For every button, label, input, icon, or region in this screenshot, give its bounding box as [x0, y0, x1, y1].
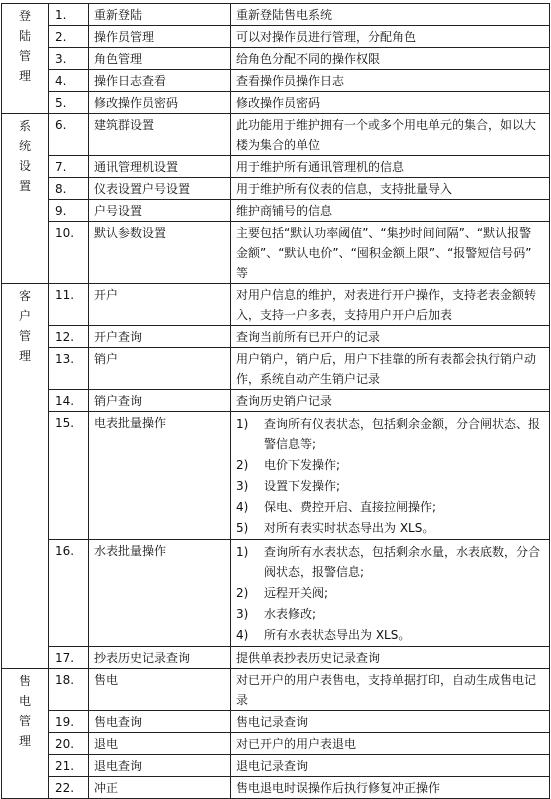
function-description: [231, 200, 550, 222]
function-name: 退电: [89, 733, 231, 755]
function-name: 退电查询: [89, 755, 231, 777]
table-row: [2, 390, 550, 412]
operation-list: [236, 542, 544, 645]
description-line: 金额”、“默认电价”、“囤积金额上限”、“报警短信号码”: [236, 246, 532, 260]
function-name: 水表批量操作: [89, 540, 231, 647]
function-description: [231, 647, 550, 669]
list-item-text: 对所有表实时状态导出为 XLS。: [264, 521, 435, 535]
list-item: [236, 476, 544, 496]
operation-list: [236, 414, 544, 538]
function-name: 抄表历史记录查询: [89, 647, 231, 669]
list-item: [236, 414, 544, 454]
table-row: [2, 777, 550, 799]
description-line: 查询当前所有已开户的记录: [236, 330, 381, 344]
function-name: 仪表设置户号设置: [89, 178, 231, 200]
function-description: [231, 755, 550, 777]
row-number: 19.: [49, 711, 89, 733]
table-row: [2, 92, 550, 114]
list-item: [236, 604, 544, 624]
function-spec-table: [1, 3, 550, 799]
function-description: [231, 348, 550, 390]
function-name: 操作日志查看: [89, 70, 231, 92]
description-line: 此功能用于维护拥有一个或多个用电单元的集合，如以大: [236, 118, 537, 132]
table-row: [2, 733, 550, 755]
function-description: [231, 92, 550, 114]
description-line: 对已开户的用户表退电: [236, 737, 357, 751]
function-description: [231, 711, 550, 733]
group-label-char: 统: [18, 139, 31, 153]
function-name: 销户: [89, 348, 231, 390]
row-number: 7.: [49, 156, 89, 178]
function-name: 通讯管理机设置: [89, 156, 231, 178]
group-label-char: 理: [18, 69, 31, 83]
list-item-number: 1): [236, 417, 249, 431]
list-item: [236, 583, 544, 603]
function-description: [231, 326, 550, 348]
description-line: 等: [236, 266, 249, 280]
list-item-number: 4): [236, 628, 249, 642]
table-row: [2, 178, 550, 200]
group-label-char: 系: [18, 119, 31, 133]
row-number: 8.: [49, 178, 89, 200]
function-description: [231, 114, 550, 156]
list-item-text: 警信息等;: [264, 437, 317, 451]
description-line: 对已开户的用户表售电，支持单据打印，自动生成售电记: [236, 673, 537, 687]
list-item-number: 1): [236, 545, 249, 559]
row-number: 4.: [49, 70, 89, 92]
row-number: 9.: [49, 200, 89, 222]
table-row: [2, 348, 550, 390]
description-line: 给角色分配不同的操作权限: [236, 52, 381, 66]
table-row: [2, 114, 550, 156]
function-description: [231, 284, 550, 326]
description-line: 作，系统自动产生销户记录: [236, 372, 381, 386]
table-row: [2, 156, 550, 178]
table-row: [2, 4, 550, 26]
function-description: [231, 156, 550, 178]
function-description: [231, 412, 550, 540]
list-item-text: 电价下发操作;: [264, 458, 341, 472]
table-row: [2, 669, 550, 711]
table-body: [2, 4, 550, 799]
table-row: [2, 284, 550, 326]
list-item: [236, 497, 544, 517]
row-number: 2.: [49, 26, 89, 48]
group-label-char: 管: [18, 714, 31, 728]
description-line: 查询历史销户记录: [236, 394, 333, 408]
group-label-char: 设: [18, 159, 31, 173]
function-description: [231, 733, 550, 755]
group-label-char: 户: [18, 309, 31, 323]
row-number: 11.: [49, 284, 89, 326]
function-name: 销户查询: [89, 390, 231, 412]
row-number: 14.: [49, 390, 89, 412]
row-number: 5.: [49, 92, 89, 114]
row-number: 12.: [49, 326, 89, 348]
function-description: [231, 178, 550, 200]
list-item-text: 阀状态，报警信息;: [264, 565, 365, 579]
description-line: 退电记录查询: [236, 759, 309, 773]
function-name: 开户: [89, 284, 231, 326]
function-description: [231, 26, 550, 48]
function-name: 冲正: [89, 777, 231, 799]
row-number: 18.: [49, 669, 89, 711]
function-description: [231, 390, 550, 412]
table-row: [2, 647, 550, 669]
function-name: 默认参数设置: [89, 222, 231, 284]
table-row: [2, 412, 550, 540]
function-name: 电表批量操作: [89, 412, 231, 540]
list-item-number: 3): [236, 479, 249, 493]
table-row: [2, 26, 550, 48]
row-number: 21.: [49, 755, 89, 777]
table-row: [2, 70, 550, 92]
list-item: [236, 542, 544, 582]
function-name: 角色管理: [89, 48, 231, 70]
table-row: [2, 540, 550, 647]
group-label: [2, 284, 49, 669]
group-label-char: 理: [18, 734, 31, 748]
list-item-number: 3): [236, 607, 249, 621]
function-name: 操作员管理: [89, 26, 231, 48]
group-label-char: 陆: [18, 29, 31, 43]
function-description: [231, 48, 550, 70]
list-item-text: 查询所有水表状态，包括剩余水量，水表底数，分合: [264, 545, 541, 559]
description-line: 维护商铺号的信息: [236, 204, 333, 218]
group-label-char: 管: [18, 49, 31, 63]
description-line: 楼为集合的单位: [236, 138, 321, 152]
function-name: 户号设置: [89, 200, 231, 222]
group-label-char: 置: [18, 179, 31, 193]
description-line: 可以对操作员进行管理，分配角色: [236, 30, 417, 44]
list-item-number: 2): [236, 586, 249, 600]
function-name: 建筑群设置: [89, 114, 231, 156]
group-label-char: 管: [18, 329, 31, 343]
function-description: [231, 777, 550, 799]
group-label-char: 售: [18, 674, 31, 688]
description-line: 用于维护所有仪表的信息，支持批量导入: [236, 182, 453, 196]
function-description: [231, 669, 550, 711]
table-row: [2, 326, 550, 348]
list-item-number: 2): [236, 458, 249, 472]
table-row: [2, 222, 550, 284]
list-item-number: 5): [236, 521, 249, 535]
list-item-text: 设置下发操作;: [264, 479, 341, 493]
list-item-number: 4): [236, 500, 249, 514]
row-number: 22.: [49, 777, 89, 799]
description-line: 提供单表抄表历史记录查询: [236, 651, 381, 665]
description-line: 主要包括“默认功率阈值”、“集抄时间间隔”、“默认报警: [236, 226, 532, 240]
list-item: [236, 455, 544, 475]
table-row: [2, 200, 550, 222]
description-line: 用于维护所有通讯管理机的信息: [236, 160, 405, 174]
group-label-char: 客: [18, 289, 31, 303]
function-description: [231, 540, 550, 647]
description-line: 查看操作员操作日志: [236, 74, 345, 88]
table-row: [2, 48, 550, 70]
group-label-char: 理: [18, 349, 31, 363]
description-line: 入，支持一户多表，支持用户开户后加表: [236, 308, 453, 322]
row-number: 10.: [49, 222, 89, 284]
row-number: 17.: [49, 647, 89, 669]
list-item-text: 查询所有仪表状态，包括剩余金额，分合闸状态、报: [264, 417, 541, 431]
description-line: 修改操作员密码: [236, 96, 321, 110]
function-name: 重新登陆: [89, 4, 231, 26]
row-number: 15.: [49, 412, 89, 540]
list-item: [236, 518, 544, 538]
table-row: [2, 755, 550, 777]
function-name: 开户查询: [89, 326, 231, 348]
list-item: [236, 625, 544, 645]
description-line: 对用户信息的维护，对表进行开户操作，支持老表金额转: [236, 288, 537, 302]
function-name: 修改操作员密码: [89, 92, 231, 114]
group-label: [2, 669, 49, 799]
list-item-text: 所有水表状态导出为 XLS。: [264, 628, 411, 642]
table-row: [2, 711, 550, 733]
function-description: [231, 4, 550, 26]
function-name: 售电: [89, 669, 231, 711]
group-label-char: 电: [18, 694, 31, 708]
function-description: [231, 222, 550, 284]
list-item-text: 水表修改;: [264, 607, 317, 621]
group-label-char: 登: [18, 9, 31, 23]
row-number: 20.: [49, 733, 89, 755]
function-description: [231, 70, 550, 92]
description-line: 录: [236, 693, 249, 707]
group-label: [2, 114, 49, 284]
description-line: 售电记录查询: [236, 715, 309, 729]
row-number: 3.: [49, 48, 89, 70]
description-line: 重新登陆售电系统: [236, 8, 333, 22]
row-number: 16.: [49, 540, 89, 647]
function-name: 售电查询: [89, 711, 231, 733]
list-item-text: 保电、费控开启、直接拉闸操作;: [264, 500, 437, 514]
group-label: [2, 4, 49, 114]
description-line: 用户销户，销户后，用户下挂靠的所有表都会执行销户动: [236, 352, 537, 366]
row-number: 13.: [49, 348, 89, 390]
row-number: 1.: [49, 4, 89, 26]
row-number: 6.: [49, 114, 89, 156]
list-item-text: 远程开关阀;: [264, 586, 329, 600]
description-line: 售电退电时误操作后执行修复冲正操作: [236, 781, 441, 795]
